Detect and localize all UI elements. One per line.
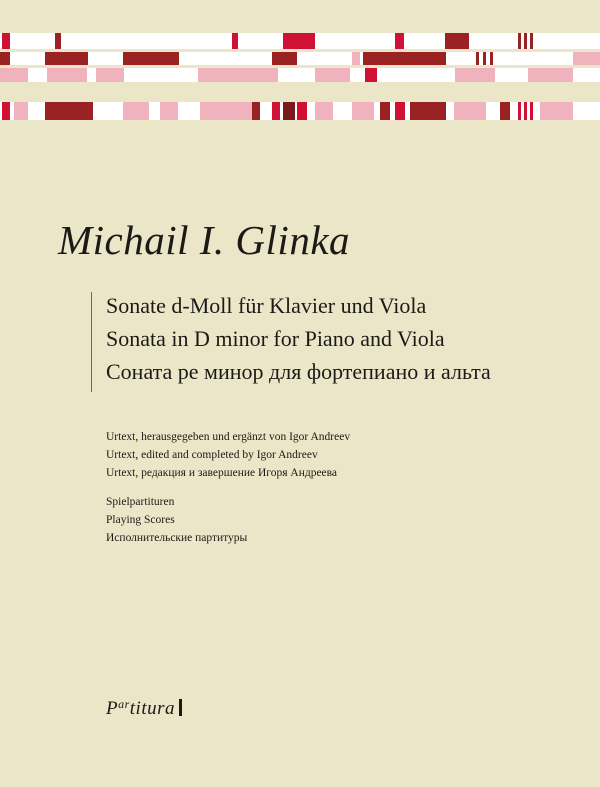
band-row-4 [0,102,600,120]
decorative-color-band [0,30,600,126]
logo-rest: titura [129,698,176,719]
logo-prefix: P [106,698,119,719]
edition-russian: Urtext, редакция и завершение Игоря Андреева [106,467,338,479]
logo-small-letters: ar [118,697,130,711]
edition-german: Urtext, herausgegeben und ergänzt von Igor Andreev [106,431,351,443]
publisher-logo [106,697,182,720]
format-russian: Исполнительские партитуры [106,532,248,544]
band-row-2 [0,52,600,65]
logo-bar-mark [179,699,182,716]
band-row-1 [0,33,600,49]
band-row-3 [0,68,600,82]
format-german: Spielpartituren [106,496,175,508]
title-block [106,289,491,388]
title-divider-line [91,292,92,392]
title-english: Sonata in D minor for Piano and Viola [106,326,445,351]
title-german: Sonate d-Moll für Klavier und Viola [106,293,427,318]
edition-english: Urtext, edited and completed by Igor Andreev [106,449,318,461]
title-russian: Соната ре минор для фортепиано и альта [106,359,491,384]
credits-block [106,428,350,547]
format-english: Playing Scores [106,514,175,526]
credits-spacer [106,482,350,493]
author-name: Michail I. Glinka [58,217,351,263]
